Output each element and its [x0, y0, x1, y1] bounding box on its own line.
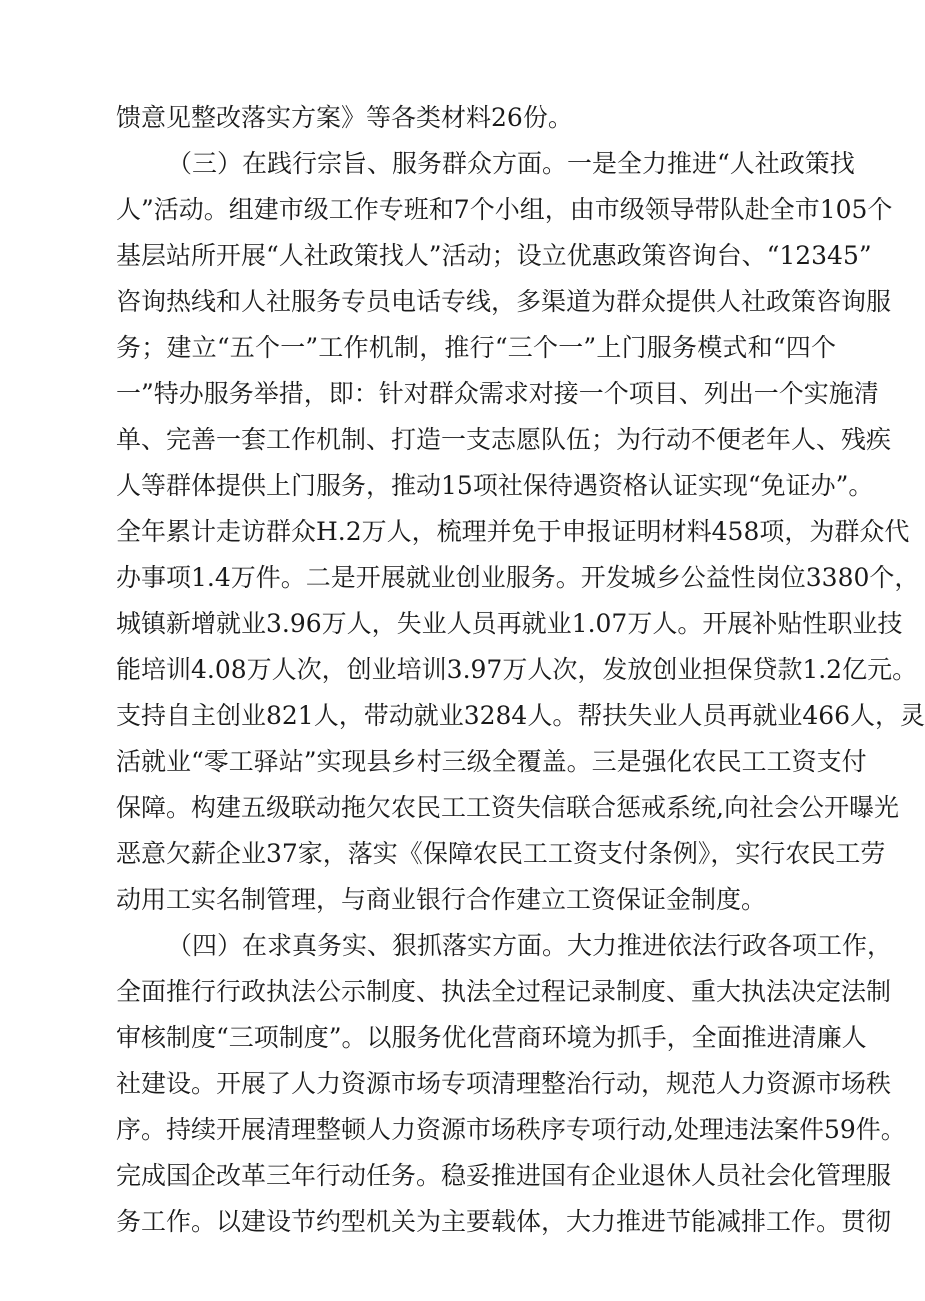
- paragraph-heading-line: （四）在求真务实、狠抓落实方面。大力推进依法行政各项工作，: [167, 931, 893, 960]
- text-line: 全面推行行政执法公示制度、执法全过程记录制度、重大执法决定法制: [116, 977, 892, 1006]
- text-line: 人”活动。组建市级工作专班和7个小组，由市级领导带队赴全市105个: [116, 195, 893, 224]
- text-line: 务；建立“五个一”工作机制，推行“三个一”上门服务模式和“四个: [116, 333, 836, 362]
- text-line: 城镇新增就业3.96万人，失业人员再就业1.07万人。开展补贴性职业技: [116, 609, 903, 638]
- text-line: 序。持续开展清理整顿人力资源市场秩序专项行动,处理违法案件59件。: [116, 1115, 906, 1144]
- text-line: 全年累计走访群众H.2万人，梳理并免于申报证明材料458项，为群众代: [116, 517, 910, 546]
- text-line: 务工作。以建设节约型机关为主要载体，大力推进节能减排工作。贯彻: [116, 1207, 892, 1236]
- text-line: 审核制度“三项制度”。以服务优化营商环境为抓手，全面推进清廉人: [116, 1023, 867, 1052]
- text-line: 人等群体提供上门服务，推动15项社保待遇资格认证实现“免证办”。: [116, 471, 874, 500]
- text-line: 能培训4.08万人次，创业培训3.97万人次，发放创业担保贷款1.2亿元。: [116, 655, 918, 684]
- text-line: 咨询热线和人社服务专员电话专线，多渠道为群众提供人社政策咨询服: [116, 287, 892, 316]
- text-line: 办事项1.4万件。二是开展就业创业服务。开发城乡公益性岗位3380个，: [116, 563, 920, 592]
- paragraph-heading-line: （三）在践行宗旨、服务群众方面。一是全力推进“人社政策找: [167, 149, 855, 178]
- text-line: 动用工实名制管理，与商业银行合作建立工资保证金制度。: [116, 885, 767, 914]
- text-line: 恶意欠薪企业37家，落实《保障农民工工资支付条例》，实行农民工劳: [116, 839, 886, 868]
- text-line: 完成国企改革三年行动任务。稳妥推进国有企业退休人员社会化管理服: [116, 1161, 892, 1190]
- text-line: 基层站所开展“人社政策找人”活动；设立优惠政策咨询台、“12345”: [116, 241, 872, 270]
- text-line: 单、完善一套工作机制、打造一支志愿队伍；为行动不便老年人、残疾: [116, 425, 892, 454]
- text-line: 支持自主创业821人，带动就业3284人。帮扶失业人员再就业466人，灵: [116, 701, 925, 730]
- text-line: 一”特办服务举措，即：针对群众需求对接一个项目、列出一个实施清: [116, 379, 879, 408]
- text-line: 社建设。开展了人力资源市场专项清理整治行动，规范人力资源市场秩: [116, 1069, 892, 1098]
- text-line: 活就业“零工驿站”实现县乡村三级全覆盖。三是强化农民工工资支付: [116, 747, 867, 776]
- text-line: 馈意见整改落实方案》等各类材料26份。: [116, 103, 573, 132]
- text-line: 保障。构建五级联动拖欠农民工工资失信联合惩戒系统,向社会公开曝光: [116, 793, 899, 822]
